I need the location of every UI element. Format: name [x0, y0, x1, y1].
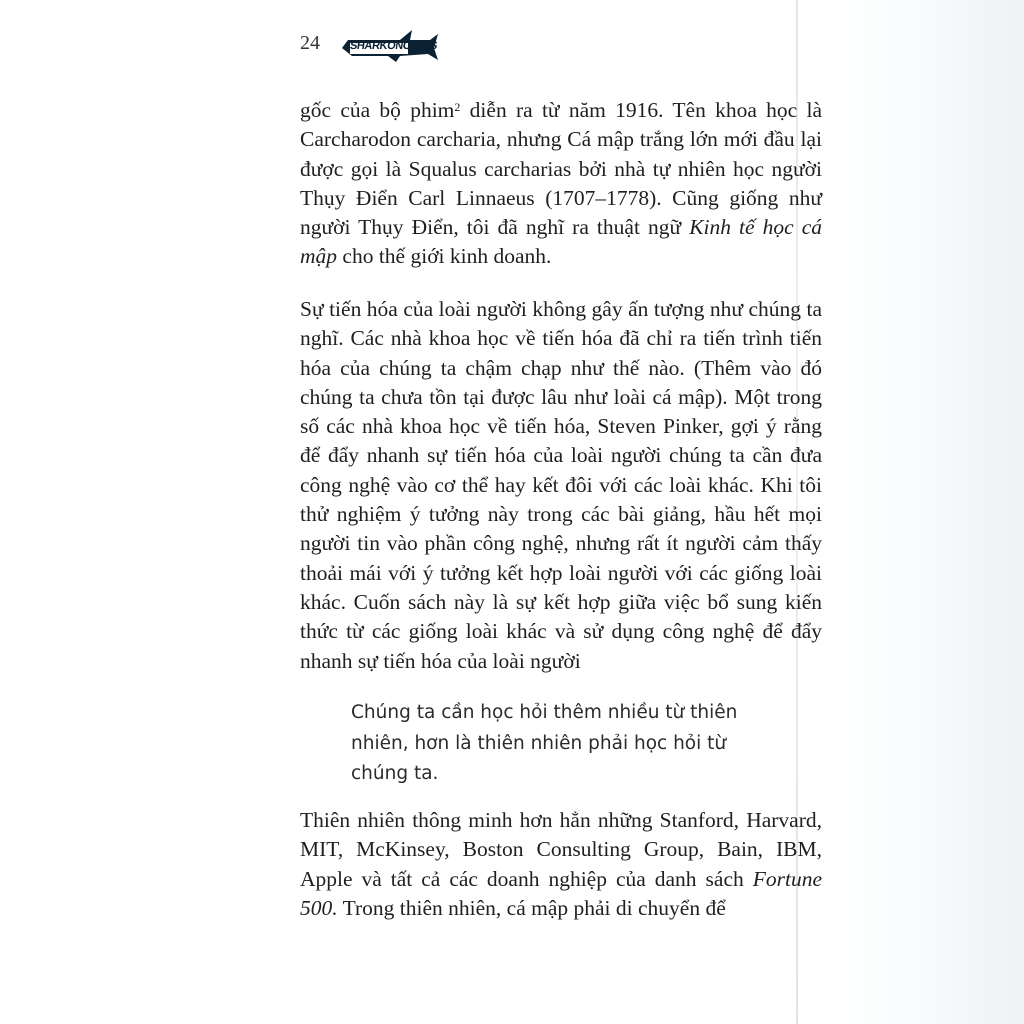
footnote-marker: 2	[454, 100, 461, 114]
paragraph-2-text: Sự tiến hóa của loài người không gây ấn tượng như chúng ta nghĩ. Các nhà khoa học về tiến hóa đã chỉ ra tiến trình tiến hóa của chúng ta chậm chạp như thế nào. (Thêm vào đó chúng ta chưa tồn tại được lâu như loài cá mập). Một trong số các nhà khoa học về tiến hóa, Steven Pinker, gợi ý rằng để đẩy nhanh sự tiến hóa của loài người chúng ta cần đưa công nghệ vào cơ thể hay kết đôi với các loài khác. Khi tôi thử nghiệm ý tưởng này trong các bài giảng, hầu hết mọi người tin vào phần công nghệ, nhưng rất ít người cảm thấy thoải mái với ý tưởng kết hợp loài người với các giống loài khác. Cuốn sách này là sự kết hợp giữa việc bổ sung kiến thức từ các giống loài khác và sử dụng công nghệ để đẩy nhanh sự tiến hóa của loài người	[300, 297, 822, 673]
page-header	[300, 28, 760, 68]
paragraph-3-text-a: Thiên nhiên thông minh hơn hẳn những Stanford, Harvard, MIT, McKinsey, Boston Consulting Group, Bain, IBM, Apple và tất cả các doanh nghiệp của danh sách	[300, 808, 822, 891]
sharkonomics-logo	[340, 28, 440, 64]
paragraph-1-text-b: diễn ra từ năm 1916. Tên khoa học là Carcharodon carcharia, nhưng Cá mập trắng lớn mới đầu lại được gọi là Squalus carcharias bởi nhà tự nhiên học người Thụy Điển Carl Linnaeus (1707–1778). Cũng giống như người Thụy Điển, tôi đã nghĩ ra thuật ngữ	[300, 98, 823, 240]
paragraph-3	[300, 806, 822, 923]
italic-term-kinh-te-hoc-ca-map: Kinh tế học cá mập	[300, 215, 823, 269]
pull-quote: Chúng ta cần học hỏi thêm nhiều từ thiên nhiên, hơn là thiên nhiên phải học hỏi từ chúng ta.	[351, 702, 738, 784]
logo-text: SHARKONOMICS	[349, 40, 438, 52]
paper-edge	[796, 0, 1024, 1024]
paragraph-3-text-b: Trong thiên nhiên, cá mập phải di chuyển để	[337, 895, 726, 920]
italic-term-fortune-500: Fortune 500.	[300, 866, 822, 920]
paragraph-1-text-a: gốc của bộ phim	[300, 98, 455, 122]
paragraph-2	[300, 295, 822, 676]
paragraph-1-text-c: cho thế giới kinh doanh.	[337, 244, 552, 269]
paragraph-1	[300, 96, 822, 272]
page-number: 24	[300, 32, 320, 54]
